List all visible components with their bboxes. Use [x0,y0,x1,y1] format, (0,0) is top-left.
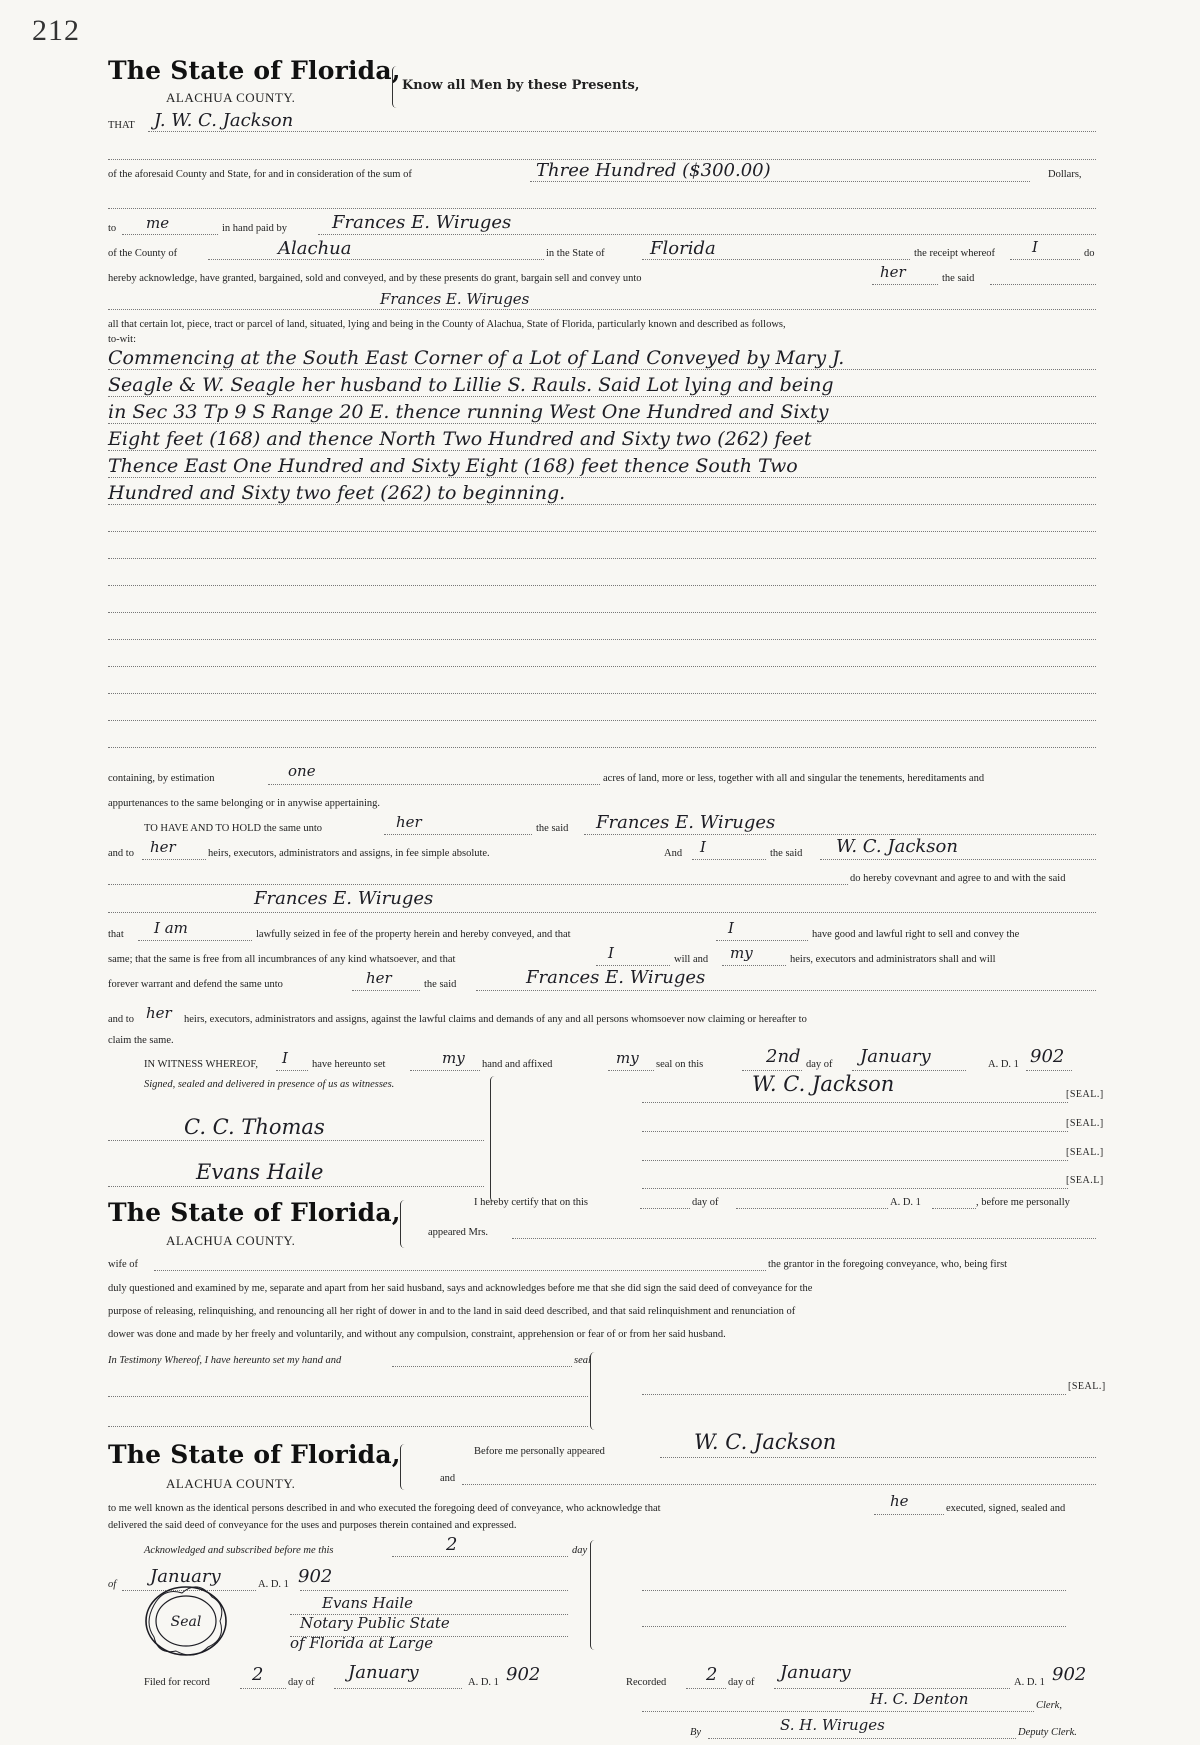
witness-1-signature: C. C. Thomas [184,1115,325,1139]
rec-year: 902 [1052,1664,1087,1685]
blank-line [300,1590,568,1591]
signature-line [642,1102,1068,1103]
acres-value: one [288,762,316,780]
hold-unto: her [396,813,422,831]
day-of-label: day of [288,1677,315,1688]
blank-line [640,1208,690,1209]
seal-on-label: seal on this [656,1059,704,1070]
signature-line [642,1188,1068,1189]
ad-label: A. D. 1 [258,1579,289,1590]
description-rule [108,423,1096,424]
the-said-label: the said [424,979,457,990]
blank-line [932,1208,976,1209]
blank-line [108,1396,588,1397]
signature-line [642,1711,1034,1712]
that-i: I [728,919,734,937]
containing-label: containing, by estimation [108,773,215,784]
brace-3 [400,1444,409,1490]
description-line-1: Commencing at the South East Corner of a Lot of Land Conveyed by Mary J. [108,347,845,369]
description-rule [108,369,1096,370]
sum-amount: Three Hundred ($300.00) [536,160,771,181]
description-rule [108,396,1096,397]
the-said-label: the said [942,273,975,284]
that-label: THAT [108,120,135,131]
blank-line [722,965,786,966]
to-label: to [108,223,117,234]
that-label: that [108,929,124,940]
to-wit-label: to-wit: [108,334,136,345]
blank-line [318,234,1096,235]
blank-line [530,181,1030,182]
signature-line [642,1590,1066,1591]
rec-month: January [780,1662,851,1683]
do-label: do [1084,248,1095,259]
month-value: January [860,1046,931,1067]
blank-line [208,259,544,260]
description-line-4: Eight feet (168) and thence North Two Hundred and Sixty two (262) feet [108,428,812,450]
blank-line [108,1426,588,1427]
page-number: 212 [32,14,80,47]
witness-label: IN WITNESS WHEREOF, [144,1059,258,1070]
notary-title: Notary Public State [300,1614,450,1632]
day-of-label: day of [692,1197,719,1208]
to-have-label: TO HAVE AND TO HOLD the same unto [144,823,323,834]
ad-label: A. D. 1 [988,1059,1019,1070]
county-name: Alachua [278,238,352,259]
blank-line [108,208,1096,209]
blank-line [240,1688,286,1689]
ack-line-1: to me well known as the identical persons described in and who executed the foregoing deed of conveyance, who acknowledge that [108,1503,661,1514]
unto-name: her [880,263,906,281]
state-heading-2: The State of Florida, [108,1198,401,1227]
blank-line [608,1070,654,1071]
said-grantor: W. C. Jackson [836,836,958,857]
ack-year: 902 [298,1566,333,1587]
blank-line [108,309,1096,310]
ack-brace [590,1540,599,1650]
my-hand: my [442,1049,465,1067]
county-label-1: ALACHUA COUNTY. [166,90,296,105]
blank-line [1010,259,1080,260]
blank-line [476,990,1096,991]
of-county-label: of the County of [108,248,178,259]
and-label: And [664,848,683,859]
description-rule [108,612,1096,613]
hereby-text: hereby acknowledge, have granted, bargained, sold and conveyed, and by these presents do grant, bargain sell and convey unto [108,273,642,284]
blank-line [1026,1070,1072,1071]
ack-he: he [890,1492,909,1510]
blank-line [122,234,218,235]
rec-day: 2 [706,1664,718,1685]
blank-line [872,284,938,285]
recorded-label: Recorded [626,1677,667,1688]
grantor-text: the grantor in the foregoing conveyance, who, being first [768,1259,1008,1270]
day-value: 2nd [766,1046,801,1067]
seal-label: [SEA.L] [1066,1175,1104,1186]
appeared-label: appeared Mrs. [428,1227,489,1238]
blank-line [512,1238,1096,1239]
blank-line [108,912,1096,913]
forever-said-name: Frances E. Wiruges [526,967,706,988]
heirs-claims-text: heirs, executors, administrators and assigns, against the lawful claims and demands of any and all persons whomsoever now claiming or hereafter to [184,1014,807,1025]
state-heading-1: The State of Florida, [108,56,401,85]
grantee-name: Frances E. Wiruges [332,212,512,233]
blank-line [596,965,670,966]
my-value: my [730,944,753,962]
day-label: day [572,1545,588,1556]
description-rule [108,747,1096,748]
blank-line [334,1688,462,1689]
to-whom: me [146,214,170,232]
of-label: of [108,1579,117,1590]
description-rule [108,558,1096,559]
lawfully-text: lawfully seized in fee of the property herein and hereby conveyed, and that [256,929,571,940]
description-line-2: Seagle & W. Seagle her husband to Lillie S. Rauls. Said Lot lying and being [108,374,834,396]
ack-month: January [150,1566,221,1587]
description-rule [108,666,1096,667]
clerk-signature: H. C. Denton [870,1690,969,1708]
heirs-exec-text: heirs, executors and administrators shall and will [790,954,996,965]
blank-line [290,1614,568,1615]
witness-2-signature: Evans Haile [196,1160,324,1184]
acknowledged-text: Acknowledged and subscribed before me this [144,1545,334,1556]
witness-line [108,1140,484,1141]
hold-said-name: Frances E. Wiruges [596,812,776,833]
heirs-fee-text: heirs, executors, administrators and assigns, in fee simple absolute. [208,848,490,859]
blank-line [660,1457,1096,1458]
ad-label: A. D. 1 [468,1677,499,1688]
description-rule [108,450,1096,451]
in-hand-label: in hand paid by [222,223,288,234]
seal-label: [SEAL.] [1068,1381,1106,1392]
blank-line [154,1270,766,1271]
description-rule [108,504,1096,505]
and-to-label: and to [108,848,134,859]
blank-line [268,784,600,785]
and-to-label: and to [108,1014,134,1025]
description-rule [108,693,1096,694]
consideration-text: of the aforesaid County and State, for and in consideration of the sum of [108,169,412,180]
deputy-label: Deputy Clerk. [1018,1727,1077,1738]
blank-line [686,1688,726,1689]
blank-line [774,1688,1010,1689]
description-line-6: Hundred and Sixty two feet (262) to beginning. [108,482,566,504]
day-of-label: day of [806,1059,833,1070]
know-all-men: Know all Men by these Presents, [402,78,640,93]
claim-text: claim the same. [108,1035,174,1046]
receipt-label: the receipt whereof [914,248,996,259]
signature-line [708,1738,1016,1739]
dollars-label: Dollars, [1048,169,1082,180]
day-of-label: day of [728,1677,755,1688]
ad-label: A. D. 1 [1014,1677,1045,1688]
signature-line [642,1160,1068,1161]
same-free-text: same; that the same is free from all incumbrances of any kind whatsoever, and that [108,954,456,965]
signed-sealed-text: Signed, sealed and delivered in presence of us as witnesses. [144,1079,395,1090]
state-heading-3: The State of Florida, [108,1440,401,1469]
covenant-name: Frances E. Wiruges [254,888,434,909]
the-said-label: the said [770,848,803,859]
blank-line [716,940,808,941]
appurtenances-text: appurtenances to the same belonging or in anywise appertaining. [108,798,381,809]
said-name: Frances E. Wiruges [380,290,530,308]
blank-line [290,1636,568,1637]
acres-text: acres of land, more or less, together with all and singular the tenements, hereditaments and [603,773,985,784]
state-name: Florida [650,238,716,259]
my-seal: my [616,1049,639,1067]
blank-line [410,1070,480,1071]
seal-label: [SEAL.] [1066,1147,1104,1158]
filed-month: January [348,1662,419,1683]
brace-1 [392,66,401,108]
by-label: By [690,1727,702,1738]
filed-day: 2 [252,1664,264,1685]
before-text: , before me personally [976,1197,1070,1208]
blank-line [142,859,206,860]
ack-day: 2 [446,1534,458,1555]
will-and-label: will and [674,954,709,965]
blank-line [138,940,252,941]
wife-of-label: wife of [108,1259,139,1270]
seal-label: [SEAL.] [1066,1089,1104,1100]
description-line-3: in Sec 33 Tp 9 S Range 20 E. thence running West One Hundred and Sixty [108,401,829,423]
blank-line [692,859,766,860]
description-rule [108,477,1096,478]
hereunto-label: have hereunto set [312,1059,386,1070]
the-said-label: the said [536,823,569,834]
seal-text: Seal [170,1614,202,1630]
blank-line [148,131,1096,132]
witness-line [108,1186,484,1187]
ad-label: A. D. 1 [890,1197,921,1208]
forever-unto: her [366,969,392,987]
description-line-5: Thence East One Hundred and Sixty Eight (168) feet thence South Two [108,455,798,477]
blank-line [384,834,532,835]
filed-year: 902 [506,1664,541,1685]
receipt-i: I [1032,238,1038,256]
brace-2 [400,1200,409,1248]
ack-line-2: delivered the said deed of conveyance for the uses and purposes therein contained and expressed. [108,1520,517,1531]
testimony-brace [590,1352,599,1430]
description-rule [108,531,1096,532]
description-rule [108,639,1096,640]
hand-affixed-label: hand and affixed [482,1059,553,1070]
and-label: and [440,1473,456,1484]
description-rule [108,720,1096,721]
dower-line-3: dower was done and made by her freely and voluntarily, and without any compulsion, constraint, apprehension or fear of or from her said husband. [108,1329,726,1340]
witness-i: I [282,1049,288,1067]
and-i: I [700,838,706,856]
and-to-name: her [150,838,176,856]
filed-label: Filed for record [144,1677,210,1688]
notary-title-2: of Florida at Large [290,1634,434,1652]
blank-line [736,1208,888,1209]
executed-text: executed, signed, sealed and [946,1503,1066,1514]
signature-line [642,1626,1066,1627]
blank-line [642,259,910,260]
seal-label: [SEAL.] [1066,1118,1104,1129]
blank-line [820,859,1096,860]
grantor-signature: W. C. Jackson [752,1072,895,1096]
grantor-name: J. W. C. Jackson [154,110,294,131]
dower-line-1: duly questioned and examined by me, separate and apart from her said husband, says and acknowledges before me that she did sign the said deed of conveyance for the [108,1283,813,1294]
seal-word: seal [574,1355,591,1366]
blank-line [392,1556,568,1557]
notary-name: Evans Haile [322,1594,413,1612]
that-i2: I [608,944,614,962]
witness-brace [490,1076,499,1202]
and-to-name2: her [146,1004,172,1022]
good-right-text: have good and lawful right to sell and convey the [812,929,1020,940]
blank-line [392,1366,572,1367]
year-value: 902 [1030,1046,1065,1067]
covenant-text: do hereby covevnant and agree to and with the said [850,873,1066,884]
forever-text: forever warrant and defend the same unto [108,979,283,990]
signature-line [642,1394,1066,1395]
appeared-name: W. C. Jackson [694,1430,837,1454]
dower-line-2: purpose of releasing, relinquishing, and renouncing all her right of dower in and to the land in said deed described, and that said relinquishment and renunciation of [108,1306,796,1317]
blank-line [852,1070,966,1071]
blank-line [276,1070,308,1071]
that-i-am: I am [154,919,188,937]
clerk-label: Clerk, [1036,1700,1062,1711]
certify-text: I hereby certify that on this [474,1197,589,1208]
signature-line [642,1131,1068,1132]
deputy-signature: S. H. Wiruges [780,1716,885,1734]
blank-line [462,1484,1096,1485]
county-label-3: ALACHUA COUNTY. [166,1476,296,1491]
in-state-label: in the State of [546,248,605,259]
blank-line [352,990,420,991]
blank-line [584,834,1096,835]
blank-line [990,284,1096,285]
notary-seal [140,1580,232,1662]
all-that-text: all that certain lot, piece, tract or parcel of land, situated, lying and being in the County of Alachua, State of Florida, particularly known and described as follows, [108,319,786,330]
description-rule [108,585,1096,586]
before-appeared-text: Before me personally appeared [474,1446,605,1457]
blank-line [874,1514,944,1515]
county-label-2: ALACHUA COUNTY. [166,1233,296,1248]
blank-line [742,1070,802,1071]
testimony-text: In Testimony Whereof, I have hereunto set my hand and [108,1355,342,1366]
blank-line [108,884,848,885]
